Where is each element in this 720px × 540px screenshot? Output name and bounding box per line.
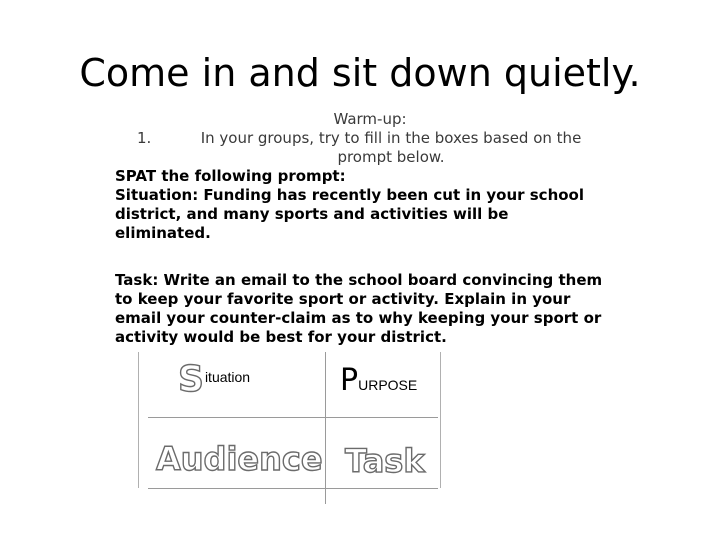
- task-cell: Task: [345, 442, 425, 480]
- purpose-initial: P: [340, 363, 359, 398]
- situation-text: Situation: Funding has recently been cut in your school district, and many sports and activities will be eliminated.: [115, 186, 585, 242]
- spat-grid: [138, 352, 442, 504]
- slide-body: [115, 110, 605, 347]
- situation-cell: [178, 360, 250, 400]
- audience-cell: Audience: [156, 440, 323, 478]
- purpose-rest: URPOSE: [358, 377, 418, 393]
- grid-horizontal-divider: [148, 417, 438, 418]
- item-number: 1.: [137, 129, 152, 147]
- purpose-cell: [340, 364, 417, 398]
- grid-left-border: [138, 352, 139, 488]
- item-text: In your groups, try to fill in the boxes based on the prompt below.: [200, 129, 582, 166]
- task-text: Task: Write an email to the school board convincing them to keep your favorite sport or activity. Explain in your email your counter-claim as to why keeping your sport or activity would be best for your district.: [115, 271, 603, 346]
- spat-intro: SPAT the following prompt:: [115, 167, 346, 185]
- grid-vertical-divider: [325, 352, 326, 504]
- warmup-heading: Warm-up:: [333, 110, 407, 128]
- situation-initial: S: [178, 359, 204, 400]
- situation-rest: ituation: [204, 369, 251, 385]
- slide-title: Come in and sit down quietly.: [79, 51, 641, 95]
- grid-right-border: [440, 352, 441, 488]
- warmup-item: [137, 129, 607, 167]
- grid-bottom-line: [148, 488, 438, 489]
